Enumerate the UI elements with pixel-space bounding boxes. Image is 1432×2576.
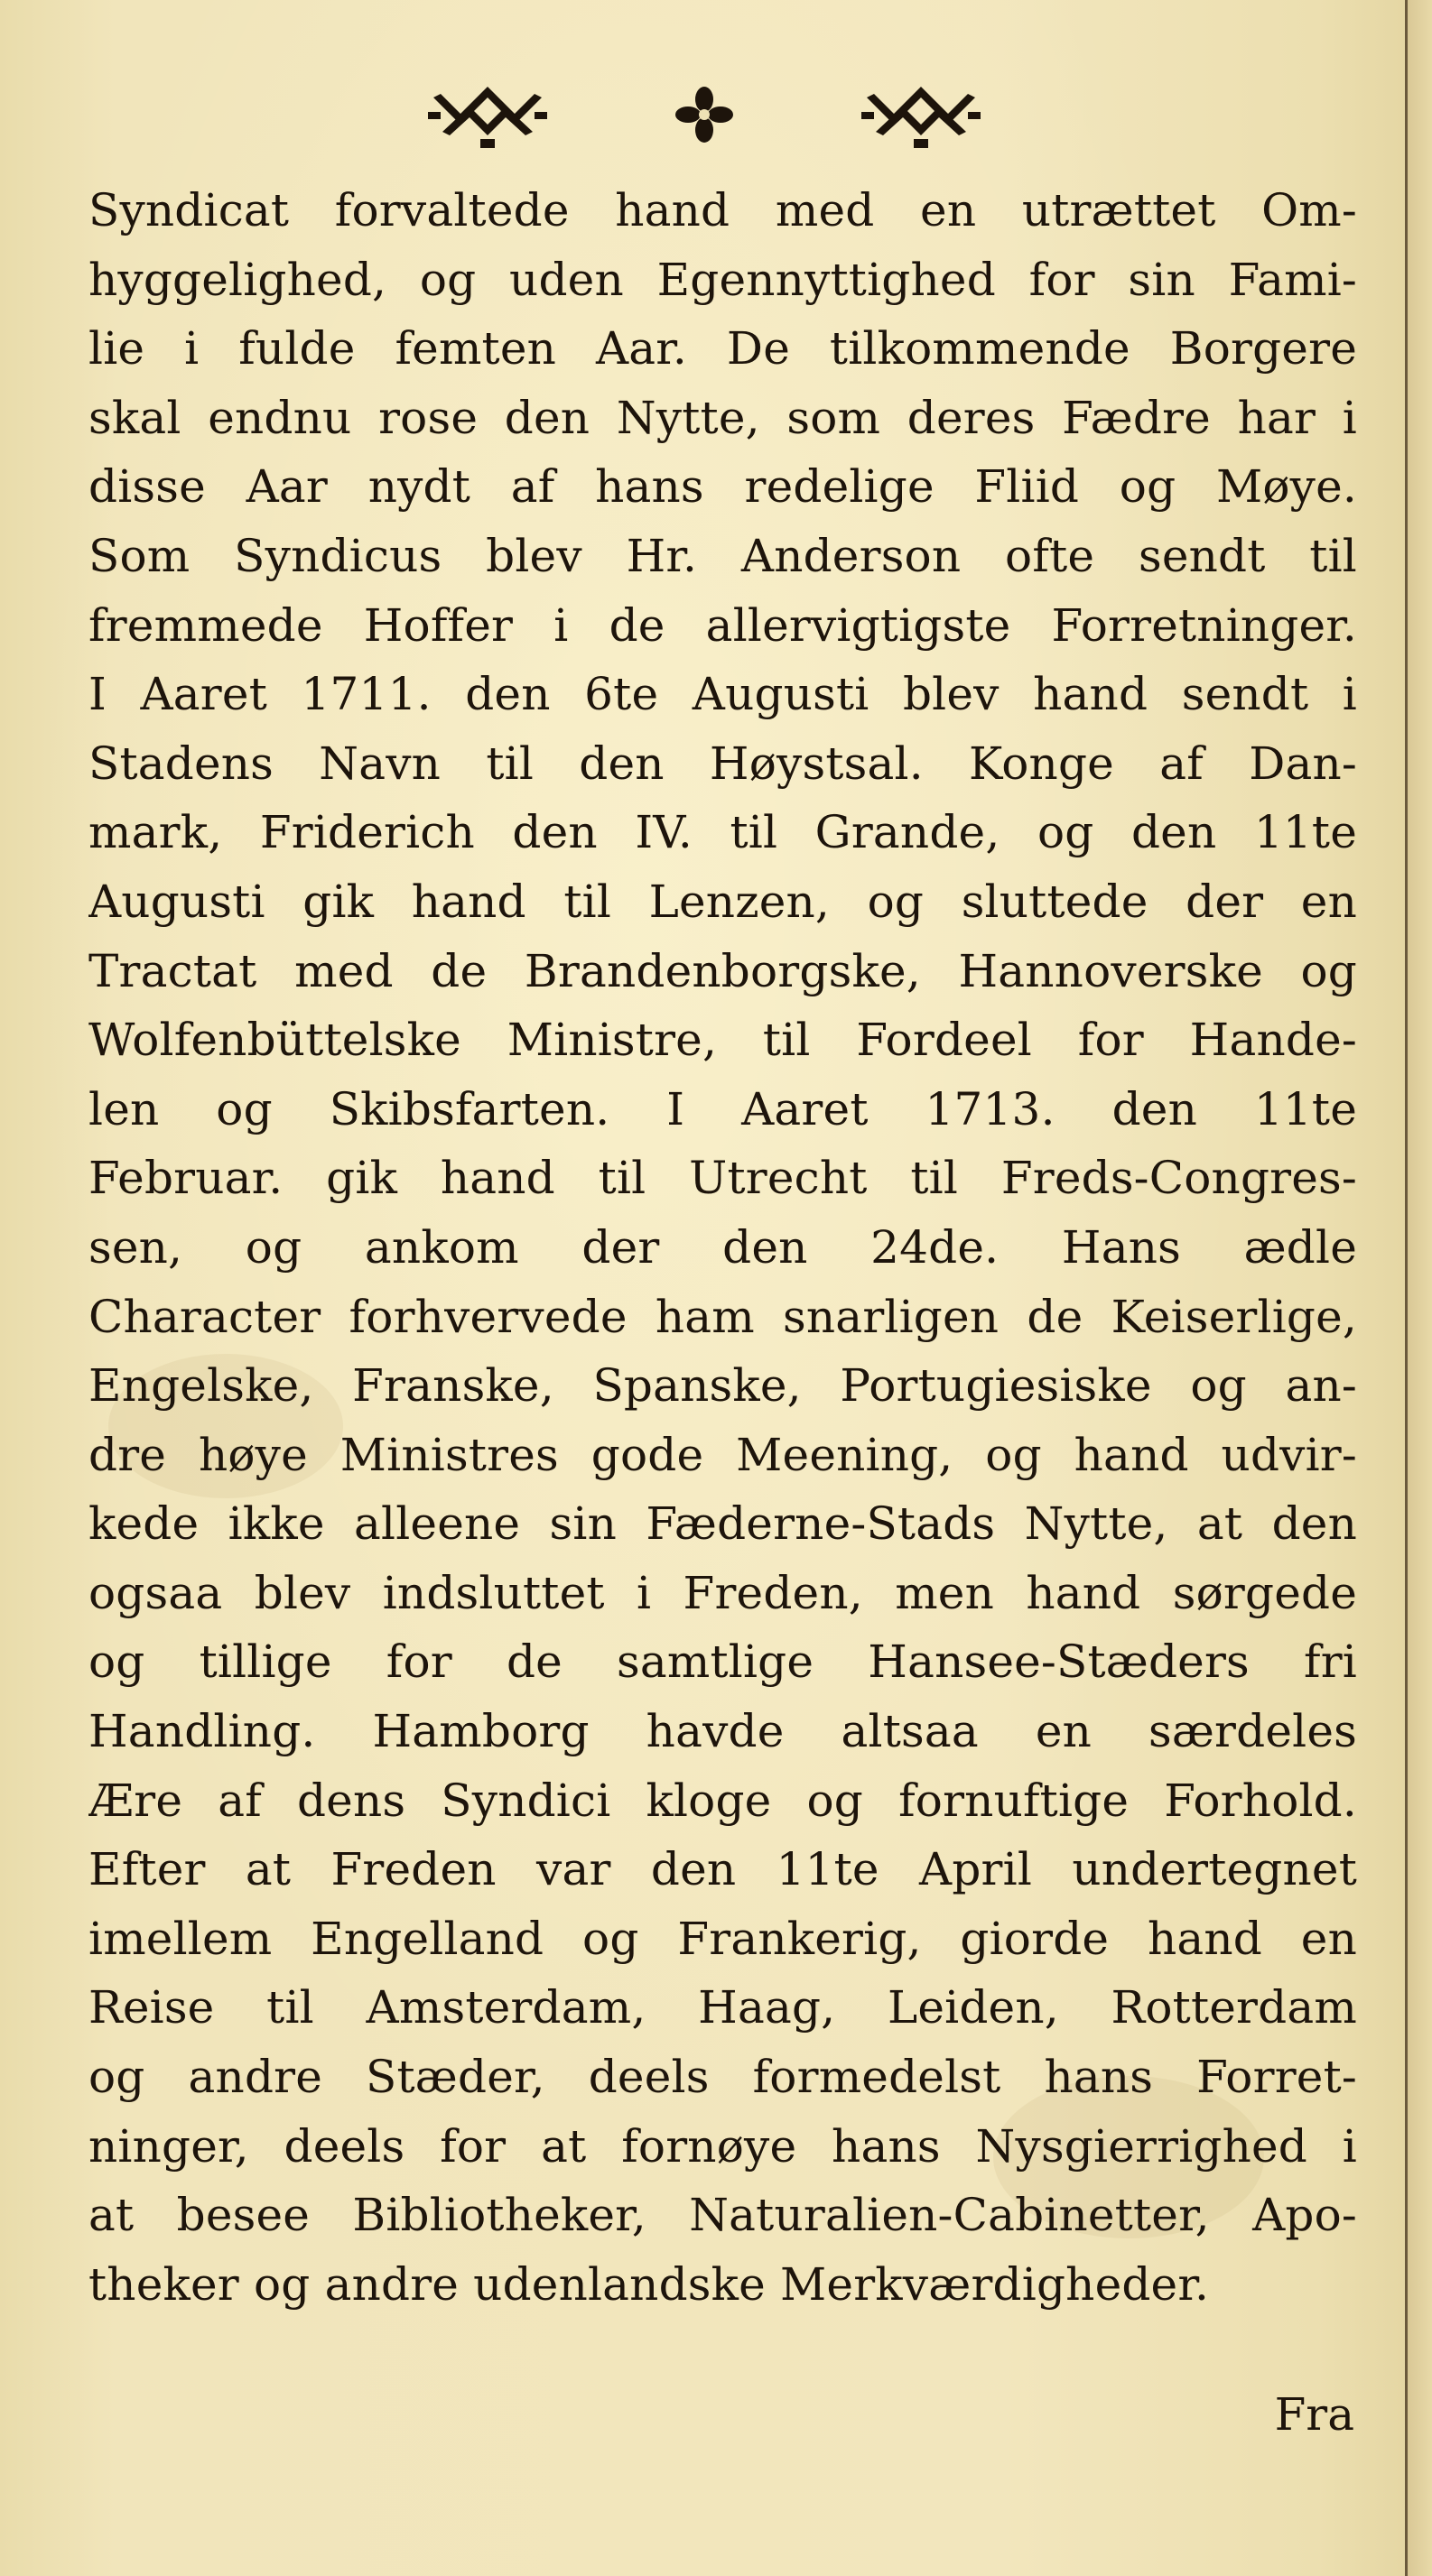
page-gutter-line	[1405, 0, 1408, 2576]
text-line: ogsaa blev indsluttet i Freden, men hand sørgede	[88, 1566, 1357, 1619]
text-line: kede ikke alleene sin Fæderne-Stads Nytte, at den	[88, 1497, 1357, 1551]
text-line: imellem Engelland og Frankerig, giorde hand en	[88, 1912, 1357, 1965]
text-line: Efter at Freden var den 11te April undertegnet	[88, 1843, 1357, 1896]
text-line: Reise til Amsterdam, Haag, Leiden, Rotterdam	[88, 1981, 1357, 2034]
text-line: Syndicat forvaltede hand med en utrættet Om-	[88, 184, 1357, 236]
text-line: ninger, deels for at fornøye hans Nysgierrighed i	[88, 2119, 1357, 2173]
text-line: I Aaret 1711. den 6te Augusti blev hand sendt i	[88, 668, 1357, 721]
text-line: Stadens Navn til den Høystsal. Konge af Dan-	[88, 737, 1357, 790]
text-line: Augusti gik hand til Lenzen, og sluttede der en	[88, 875, 1357, 928]
text-line: Februar. gik hand til Utrecht til Freds-Congres-	[88, 1152, 1357, 1205]
text-line: Wolfenbüttelske Ministre, til Fordeel for Hande-	[88, 1014, 1357, 1067]
text-line: Ære af dens Syndici kloge og fornuftige Forhold.	[88, 1774, 1357, 1827]
text-line: mark, Friderich den IV. til Grande, og den 11te	[88, 806, 1357, 859]
fleuron-icon	[858, 61, 984, 161]
text-line: fremmede Hoffer i de allervigtigste Forretninger.	[88, 598, 1357, 652]
text-line: sen, og ankom der den 24de. Hans ædle	[88, 1220, 1357, 1274]
text-line: Handling. Hamborg havde altsaa en særdeles	[88, 1705, 1357, 1758]
text-line: at besee Bibliotheker, Naturalien-Cabinetter, Apo-	[88, 2189, 1357, 2242]
text-line: og andre Stæder, deels formedelst hans Forret-	[88, 2051, 1357, 2104]
text-line: Engelske, Franske, Spanske, Portugiesiske og an-	[88, 1359, 1357, 1413]
catchword: Fra	[1274, 2388, 1354, 2441]
text-line: Som Syndicus blev Hr. Anderson ofte sendt til	[88, 529, 1357, 582]
text-line: len og Skibsfarten. I Aaret 1713. den 11te	[88, 1082, 1357, 1135]
text-line: hyggelighed, og uden Egennyttighed for sin Fami-	[88, 253, 1357, 306]
text-line: dre høye Ministres gode Meening, og hand udvir-	[88, 1428, 1357, 1481]
fleuron-icon	[424, 61, 551, 161]
body-text	[88, 176, 1357, 2319]
cross-flower-icon	[668, 61, 740, 161]
text-line: disse Aar nydt af hans redelige Fliid og Møye.	[88, 460, 1357, 514]
page-edge	[1408, 0, 1432, 2576]
text-line: Character forhvervede ham snarligen de Keiserlige,	[88, 1290, 1357, 1343]
text-line: Tractat med de Brandenborgske, Hannoverske og	[88, 944, 1357, 997]
header-ornament	[424, 61, 1002, 161]
text-line: lie i fulde femten Aar. De tilkommende Borgere	[88, 322, 1357, 375]
text-line: theker og andre udenlandske Merkværdigheder.	[88, 2257, 1210, 2311]
text-line: og tillige for de samtlige Hansee-Stæders fri	[88, 1635, 1357, 1689]
text-line: skal endnu rose den Nytte, som deres Fædre har i	[88, 391, 1357, 444]
